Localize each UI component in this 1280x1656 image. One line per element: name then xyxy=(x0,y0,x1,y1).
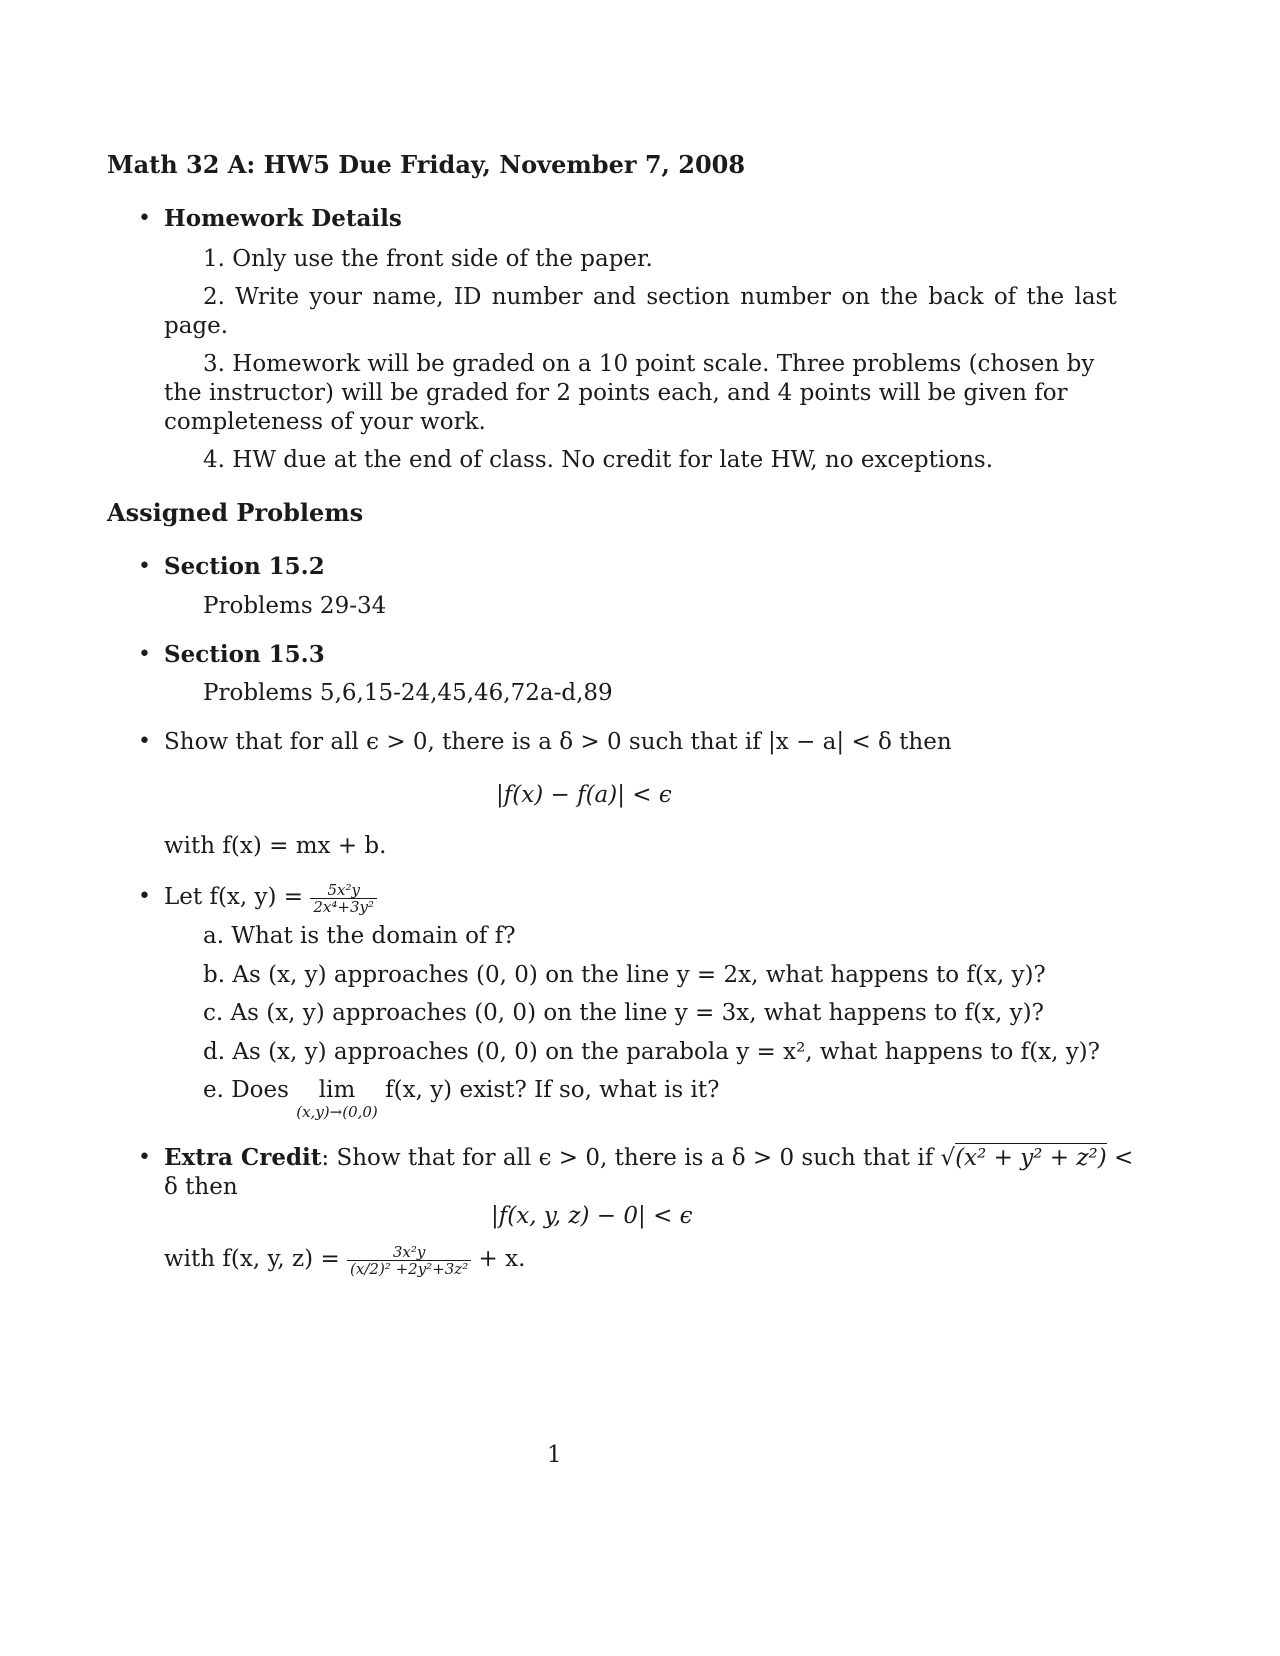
section-15-3-title: Section 15.3 xyxy=(164,641,325,668)
limit-problem-let xyxy=(164,873,377,921)
bullet-icon: • xyxy=(138,1145,151,1170)
fraction-denominator: 2x⁴+3y² xyxy=(313,897,375,916)
fraction-denominator: (x/2)² +2y²+3z² xyxy=(350,1259,469,1278)
extra-credit-text: : Show that for all ϵ > 0, there is a δ > 0 such that if xyxy=(321,1145,934,1171)
section-15-2-title: Section 15.2 xyxy=(164,553,325,580)
part-e-prefix: e. Does xyxy=(203,1077,289,1103)
limit-part-b: b. As (x, y) approaches (0, 0) on the line y = 2x, what happens to f(x, y)? xyxy=(203,962,1046,988)
detail-item-3-cont2: completeness of your work. xyxy=(164,409,486,435)
with-text: with f(x, y, z) = xyxy=(164,1246,340,1272)
extra-credit-equation: |f(x, y, z) − 0| < ϵ xyxy=(491,1203,693,1229)
detail-item-4: 4. HW due at the end of class. No credit for late HW, no exceptions. xyxy=(203,447,994,473)
section-15-3-problems: Problems 5,6,15-24,45,46,72a-d,89 xyxy=(203,680,613,706)
lim-word: lim xyxy=(318,1077,356,1103)
extra-credit-then: δ then xyxy=(164,1174,238,1200)
section-15-2-problems: Problems 29-34 xyxy=(203,593,387,619)
assigned-heading: Assigned Problems xyxy=(107,498,364,527)
less-than: < xyxy=(1113,1145,1134,1171)
page-title: Math 32 A: HW5 Due Friday, November 7, 2008 xyxy=(107,150,746,179)
fraction xyxy=(347,1244,471,1277)
details-heading: Homework Details xyxy=(164,205,402,232)
detail-item-1: 1. Only use the front side of the paper. xyxy=(203,246,653,272)
epsilon-with: with f(x) = mx + b. xyxy=(164,833,387,859)
page-number: 1 xyxy=(547,1442,562,1468)
limit-part-e xyxy=(203,1075,719,1119)
bullet-icon: • xyxy=(138,554,151,579)
extra-credit-label: Extra Credit xyxy=(164,1144,322,1171)
limit-operator xyxy=(296,1075,378,1119)
part-e-suffix: f(x, y) exist? If so, what is it? xyxy=(385,1077,720,1103)
bullet-icon: • xyxy=(138,729,151,754)
epsilon-problem-intro: Show that for all ϵ > 0, there is a δ > 0 such that if |x − a| < δ then xyxy=(164,729,952,755)
limit-part-d: d. As (x, y) approaches (0, 0) on the parabola y = x², what happens to f(x, y)? xyxy=(203,1039,1100,1065)
sqrt-radicand: (x² + y² + z²) xyxy=(955,1145,1107,1171)
detail-item-3-cont: the instructor) will be graded for 2 points each, and 4 points will be given for xyxy=(164,380,1068,406)
lim-subscript: (x,y)→(0,0) xyxy=(296,1103,378,1121)
detail-item-2: 2. Write your name, ID number and section number on the back of the last xyxy=(203,284,1117,310)
extra-credit-intro xyxy=(164,1143,1133,1173)
detail-item-2-cont: page. xyxy=(164,313,229,339)
sqrt-sign-icon: √ xyxy=(940,1145,956,1171)
fraction-numerator: 3x²y xyxy=(347,1244,471,1261)
detail-item-3: 3. Homework will be graded on a 10 point scale. Three problems (chosen by xyxy=(203,351,1095,377)
limit-part-c: c. As (x, y) approaches (0, 0) on the line y = 3x, what happens to f(x, y)? xyxy=(203,1000,1044,1026)
let-text: Let f(x, y) = xyxy=(164,884,304,910)
extra-credit-with xyxy=(164,1235,525,1283)
bullet-icon: • xyxy=(138,884,151,909)
bullet-icon: • xyxy=(138,206,151,231)
epsilon-equation: |f(x) − f(a)| < ϵ xyxy=(496,782,672,808)
fraction-numerator: 5x²y xyxy=(310,882,377,899)
bullet-icon: • xyxy=(138,642,151,667)
plus-x: + x. xyxy=(478,1246,526,1272)
fraction xyxy=(310,882,377,915)
limit-part-a: a. What is the domain of f? xyxy=(203,923,516,949)
